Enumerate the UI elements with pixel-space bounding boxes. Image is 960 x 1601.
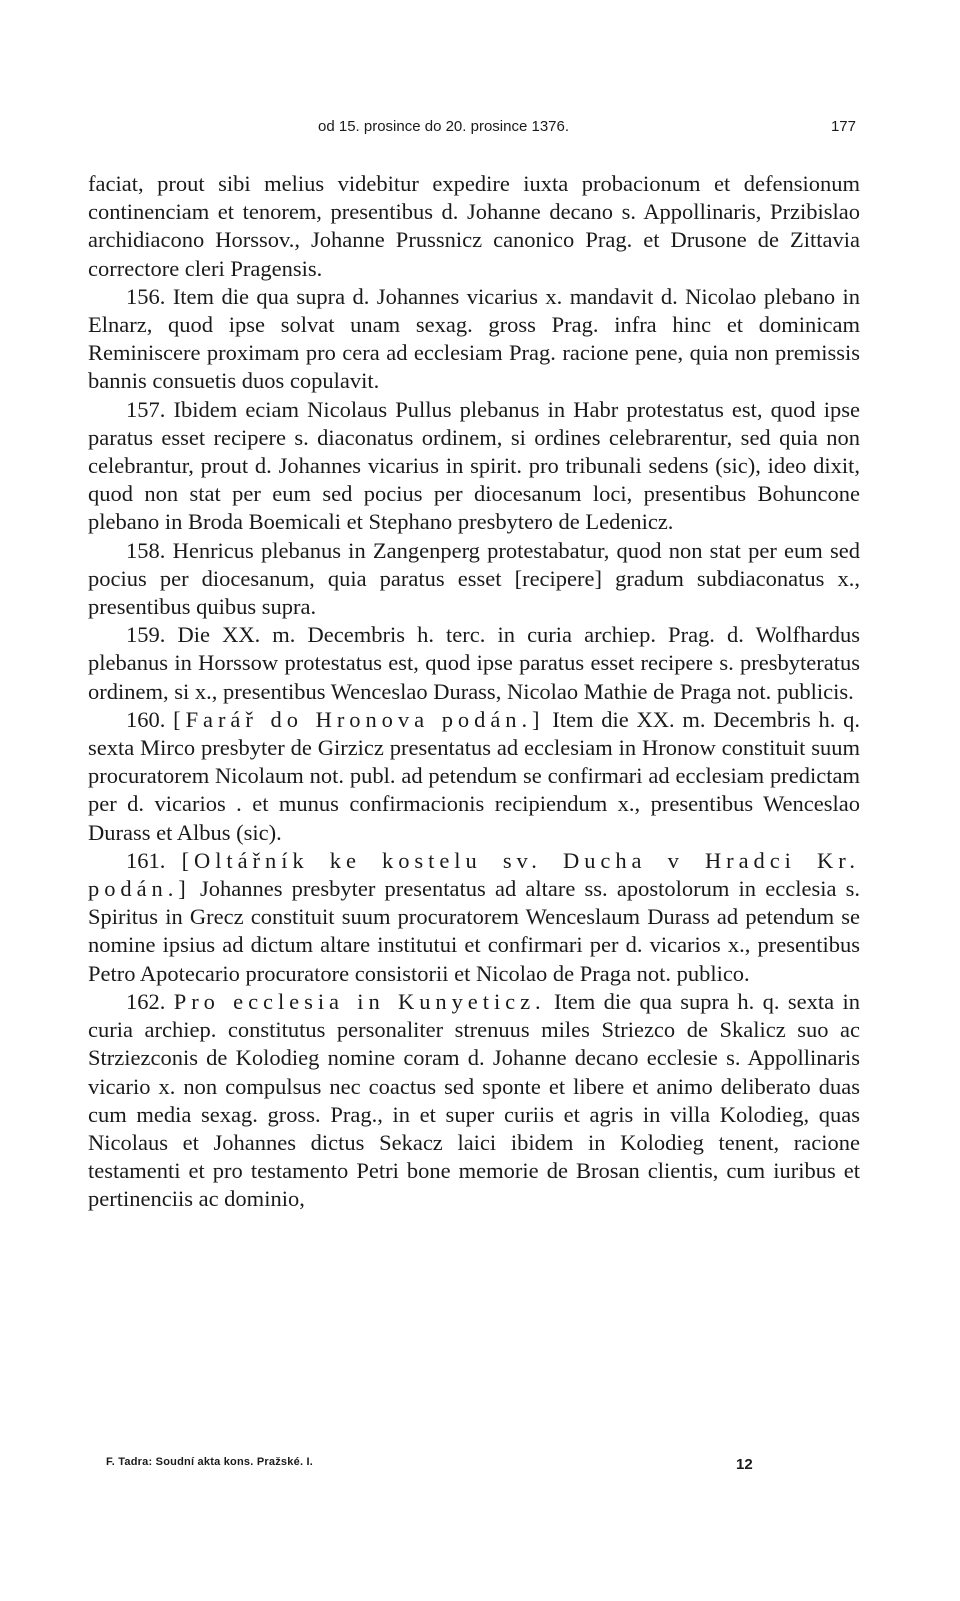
entry-text: Item die qua supra d. Johannes vicarius x. mandavit d. Nicolao plebano in Elnarz, quod ipse solvat unam sexag. gross Prag. infra hinc et dominicam Reminiscere proximam pro cera ad ecclesiam Prag. racione pene, quia non premissis bannis consuetis duos copulavit. (88, 283, 861, 394)
entry-158 (88, 537, 860, 622)
page-number: 177 (830, 118, 856, 135)
entry-159 (88, 621, 860, 706)
entry-text: Henricus plebanus in Zangenperg protestabatur, quod non stat per eum sed pocius per diocesanum, quia paratus esset [recipere] gradum subdiaconatus x., presentibus quibus supra. (88, 537, 860, 620)
entry-160 (88, 706, 860, 847)
entry-text: Johannes presbyter presentatus ad altare ss. apostolorum in ecclesia s. Spiritus in Grecz constituit suum procuratorem Wenceslaum Durass ad petendum se nomine ipsius ad dictum altare institutui et confirmari per d. vicarios x., presentibus Petro Apotecario procuratore consistorii et Nicolao de Praga not. publico. (88, 876, 861, 986)
sheet-number: 12 (736, 1456, 753, 1473)
entry-heading: Pro ecclesia in Kunyeticz. (173, 988, 546, 1014)
entry-number: 158. (126, 537, 166, 563)
entry-number: 157. (126, 396, 166, 422)
entry-text: Die XX. m. Decembris h. terc. in curia archiep. Prag. d. Wolfhardus plebanus in Horssow protestatus est, quod ipse paratus esset recipere s. presbyteratus ordinem, si x., presentibus Wenceslao Durass, Nicolao Mathie de Praga not. publicis. (88, 622, 861, 704)
entry-heading: [Oltářník ke kostelu sv. Ducha v Hradci Kr. podán.] (88, 847, 860, 902)
page-header (88, 118, 860, 146)
paragraph-text: faciat, prout sibi melius videbitur expedire iuxta probacionum et defensionum continenciam et tenorem, presentibus d. Johanne decano s. Appollinaris, Przibislao archidiacono Horssov., Johanne Prussnicz canonico Prag. et Drusone de Zittavia correctore cleri Pragensis. (88, 171, 860, 281)
entry-number: 156. (126, 283, 166, 309)
entry-number: 160. (126, 706, 166, 732)
printer-signature: F. Tadra: Soudní akta kons. Pražské. I. (106, 1456, 314, 1468)
entry-text: Item die qua supra h. q. sexta in curia archiep. constitutus personaliter strenuus miles Striezco de Skalicz suo ac Strziezconis de Kolodieg nomine coram d. Johanne decano ecclesie s. Appollinaris vicario x. non compulsus nec coactus sed sponte et libere et animo deliberato duas cum media sexag. gross. Prag., in et super curiis et agris in villa Kolodieg, quas Nicolaus et Johannes dictus Sekacz laici ibidem in Kolodieg tenent, racione testamenti et pro testamento Petri bone memorie de Brosan clientis, cum iuribus et pertinenciis ac dominio, (88, 988, 860, 1212)
running-title: od 15. prosince do 20. prosince 1376. (318, 118, 570, 135)
entry-number: 159. (126, 622, 166, 648)
entry-157 (88, 396, 860, 537)
entry-156 (88, 283, 860, 396)
entry-number: 162. (126, 988, 166, 1014)
entry-161 (88, 847, 860, 988)
entry-number: 161. (126, 847, 166, 873)
entry-text: Ibidem eciam Nicolaus Pullus plebanus in Habr protestatus est, quod ipse paratus esset recipere s. diaconatus ordinem, si ordines celebrarentur, sed quia non celebrantur, prout d. Johannes vicarius in spirit. pro tribunali sedens (sic), ideo dixit, quod non stat per eum sed pocius per diocesanum loci, presentibus Bohuncone plebano in Broda Boemicali et Stephano presbytero de Ledenicz. (88, 396, 860, 535)
entry-heading: [Farář do Hronova podán.] (173, 706, 545, 732)
body-text (88, 170, 860, 1214)
page-footer (88, 1452, 860, 1482)
entry-text: Item die XX. m. Decembris h. q. sexta Mirco presbyter de Girzicz presentatus ad ecclesiam in Hronow constituit suum procuratorem Nicolaum not. publ. ad petendum se confirmari ad ecclesiam predictam per d. vicarios . et munus confirmacionis recipiendum x., presentibus Wenceslao Durass et Albus (sic). (88, 706, 861, 845)
entry-162 (88, 988, 860, 1214)
paragraph-continuation (88, 170, 860, 283)
